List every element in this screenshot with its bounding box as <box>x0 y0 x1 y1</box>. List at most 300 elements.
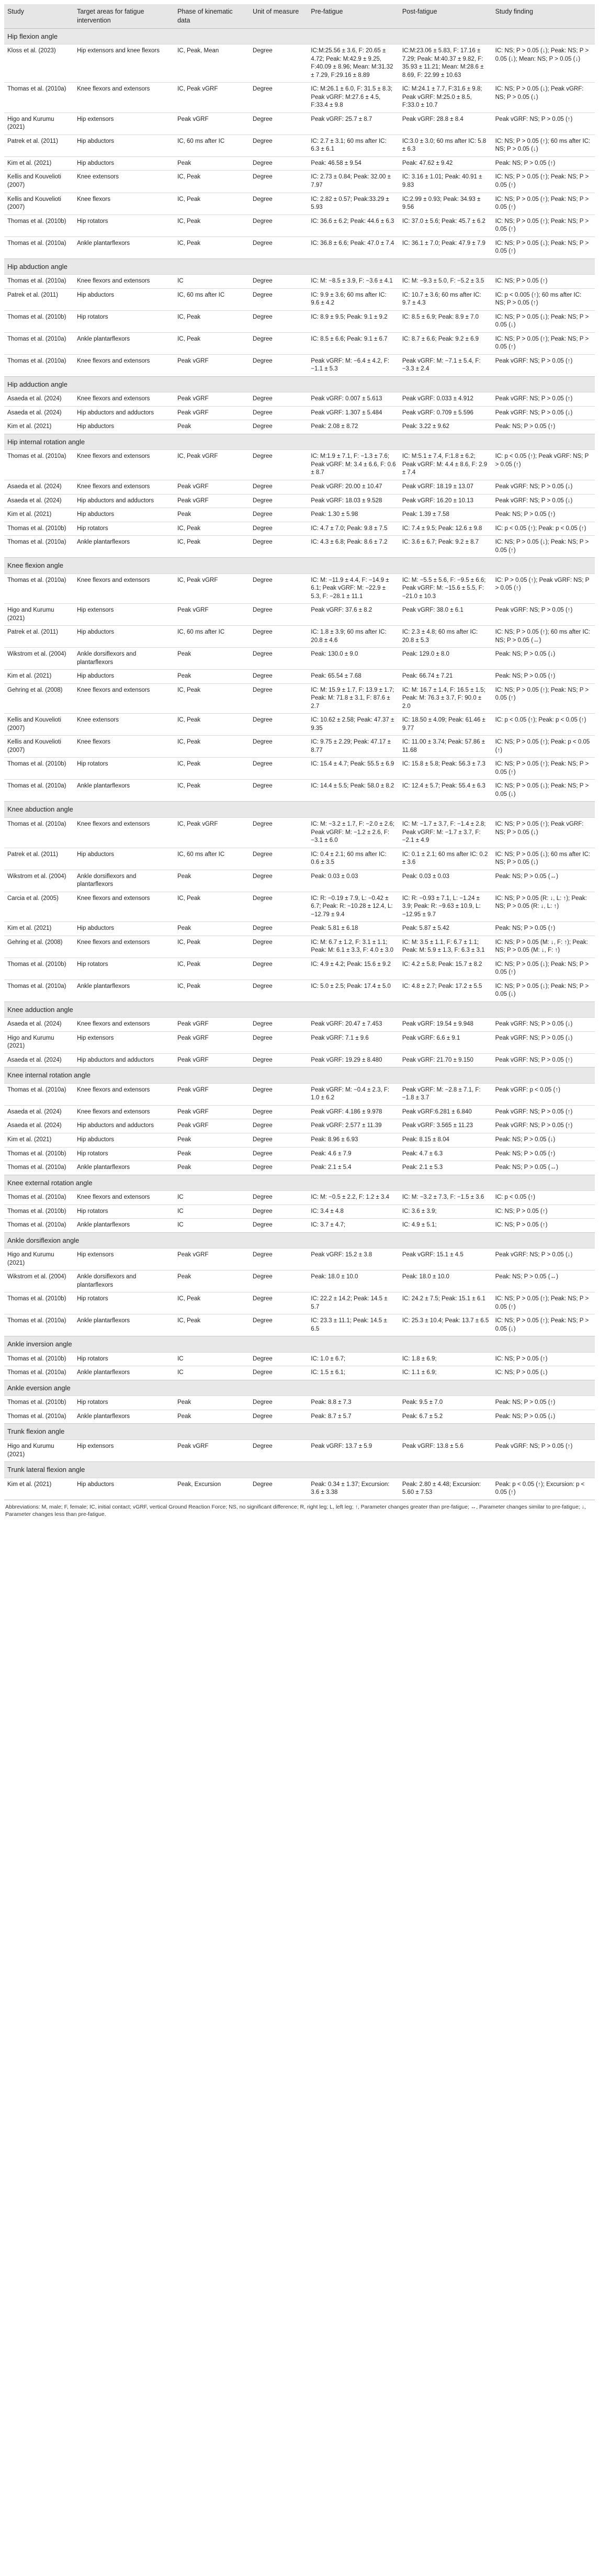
phase-cell: IC, Peak <box>174 936 250 958</box>
phase-cell: Peak vGRF <box>174 113 250 134</box>
unit-cell: Degree <box>250 1018 308 1032</box>
pre-fatigue-cell: Peak vGRF: 15.2 ± 3.8 <box>308 1248 399 1270</box>
pre-fatigue-cell: Peak: 8.96 ± 6.93 <box>308 1133 399 1147</box>
phase-cell: Peak vGRF <box>174 1248 250 1270</box>
unit-cell: Degree <box>250 936 308 958</box>
table-row <box>4 1105 595 1119</box>
finding-cell: IC: NS; P > 0.05 (↑) <box>492 1205 595 1219</box>
target-area-cell: Knee flexors and extensors <box>74 392 174 407</box>
phase-cell: IC, Peak <box>174 193 250 215</box>
target-area-cell: Hip rotators <box>74 1205 174 1219</box>
pre-fatigue-cell: IC: 2.73 ± 0.84; Peak: 32.00 ± 7.97 <box>308 171 399 193</box>
unit-cell: Degree <box>250 134 308 156</box>
phase-cell: IC, Peak <box>174 171 250 193</box>
table-row <box>4 310 595 332</box>
target-area-cell: Hip abductors and adductors <box>74 406 174 420</box>
target-area-cell: Knee extensors <box>74 171 174 193</box>
pre-fatigue-cell: IC: 8.5 ± 6.6; Peak: 9.1 ± 6.7 <box>308 332 399 354</box>
target-area-cell: Knee flexors and extensors <box>74 1191 174 1205</box>
study-cell: Thomas et al. (2010a) <box>4 1219 74 1233</box>
phase-cell: IC, Peak <box>174 892 250 922</box>
finding-cell: Peak vGRF: NS; P > 0.05 (↑) <box>492 1053 595 1067</box>
phase-cell: Peak <box>174 870 250 892</box>
study-cell: Thomas et al. (2010b) <box>4 1352 74 1366</box>
unit-cell: Degree <box>250 1031 308 1053</box>
phase-cell: Peak vGRF <box>174 1440 250 1462</box>
study-cell: Higo and Kurumu (2021) <box>4 1248 74 1270</box>
unit-cell: Degree <box>250 310 308 332</box>
post-fatigue-cell: Peak vGRF: 18.19 ± 13.07 <box>399 480 492 494</box>
target-area-cell: Hip abductors and adductors <box>74 494 174 508</box>
table-row <box>4 818 595 848</box>
post-fatigue-cell: IC: 15.8 ± 5.8; Peak: 56.3 ± 7.3 <box>399 758 492 780</box>
section-header-row <box>4 1067 595 1084</box>
pre-fatigue-cell: IC: M: −8.5 ± 3.9, F: −3.6 ± 4.1 <box>308 275 399 289</box>
target-area-cell: Ankle plantarflexors <box>74 1366 174 1380</box>
section-header-row <box>4 1175 595 1191</box>
table-row <box>4 134 595 156</box>
unit-cell: Degree <box>250 1053 308 1067</box>
post-fatigue-cell: Peak: 47.62 ± 9.42 <box>399 156 492 171</box>
section-header-row <box>4 376 595 392</box>
table-row <box>4 670 595 684</box>
table-row <box>4 522 595 536</box>
study-cell: Asaeda et al. (2024) <box>4 494 74 508</box>
study-cell: Thomas et al. (2010a) <box>4 83 74 113</box>
table-row <box>4 237 595 258</box>
pre-fatigue-cell: IC: M: −3.2 ± 1.7, F: −2.0 ± 2.6; Peak vGRF: M: −1.2 ± 2.6, F: −3.1 ± 6.0 <box>308 818 399 848</box>
table-row <box>4 1478 595 1500</box>
target-area-cell: Ankle plantarflexors <box>74 237 174 258</box>
post-fatigue-cell: IC: M: −5.5 ± 5.6, F: −9.5 ± 6.6; Peak vGRF: M: −15.6 ± 5.5, F: −21.0 ± 10.3 <box>399 573 492 604</box>
pre-fatigue-cell: IC: 36.8 ± 6.6; Peak: 47.0 ± 7.4 <box>308 237 399 258</box>
post-fatigue-cell: IC: 10.7 ± 3.6; 60 ms after IC: 9.7 ± 4.3 <box>399 288 492 310</box>
pre-fatigue-cell: Peak vGRF: 18.03 ± 9.528 <box>308 494 399 508</box>
finding-cell: IC: p < 0.05 (↑) <box>492 1191 595 1205</box>
study-cell: Patrek et al. (2011) <box>4 626 74 648</box>
finding-cell: IC: NS; P > 0.05 (↑); 60 ms after IC: NS; P > 0.05 (↓) <box>492 134 595 156</box>
unit-cell: Degree <box>250 573 308 604</box>
post-fatigue-cell: Peak vGRF:6.281 ± 6.840 <box>399 1105 492 1119</box>
unit-cell: Degree <box>250 1410 308 1424</box>
target-area-cell: Knee flexors and extensors <box>74 818 174 848</box>
section-title: Hip flexion angle <box>4 28 595 44</box>
pre-fatigue-cell: IC: 2.7 ± 3.1; 60 ms after IC: 6.3 ± 6.1 <box>308 134 399 156</box>
phase-cell: Peak vGRF <box>174 1031 250 1053</box>
target-area-cell: Knee flexors and extensors <box>74 354 174 376</box>
table-row <box>4 1248 595 1270</box>
table-row <box>4 332 595 354</box>
finding-cell: IC: p < 0.05 (↑); Peak vGRF: NS; P > 0.05 (↑) <box>492 450 595 480</box>
post-fatigue-cell: IC: M: 16.7 ± 1.4, F: 16.5 ± 1.5; Peak: M: 76.3 ± 3.7, F: 90.0 ± 2.0 <box>399 683 492 714</box>
section-title: Knee external rotation angle <box>4 1175 595 1191</box>
unit-cell: Degree <box>250 1248 308 1270</box>
section-header-row <box>4 1336 595 1353</box>
finding-cell: IC: NS; P > 0.05 (↑); Peak: NS; P > 0.05 (↑) <box>492 683 595 714</box>
study-cell: Thomas et al. (2010a) <box>4 1191 74 1205</box>
finding-cell: IC: NS; P > 0.05 (↑) <box>492 1219 595 1233</box>
target-area-cell: Hip rotators <box>74 1352 174 1366</box>
header-study-finding: Study finding <box>492 4 595 28</box>
unit-cell: Degree <box>250 392 308 407</box>
finding-cell: Peak: NS; P > 0.05 (↔) <box>492 870 595 892</box>
pre-fatigue-cell: IC: 0.4 ± 2.1; 60 ms after IC: 0.6 ± 3.5 <box>308 848 399 870</box>
study-cell: Thomas et al. (2010b) <box>4 1147 74 1161</box>
finding-cell: IC: p < 0.005 (↑); 60 ms after IC: NS; P > 0.05 (↑) <box>492 288 595 310</box>
study-cell: Kellis and Kouvelioti (2007) <box>4 736 74 758</box>
table-row <box>4 113 595 134</box>
post-fatigue-cell: Peak: 2.80 ± 4.48; Excursion: 5.60 ± 7.53 <box>399 1478 492 1500</box>
phase-cell: IC, Peak <box>174 958 250 980</box>
post-fatigue-cell: Peak: 8.15 ± 8.04 <box>399 1133 492 1147</box>
pre-fatigue-cell: IC: 1.8 ± 3.9; 60 ms after IC: 20.8 ± 4.6 <box>308 626 399 648</box>
unit-cell: Degree <box>250 420 308 434</box>
section-title: Knee abduction angle <box>4 802 595 818</box>
pre-fatigue-cell: Peak vGRF: M: −6.4 ± 4.2, F: −1.1 ± 5.3 <box>308 354 399 376</box>
finding-cell: IC: NS; P > 0.05 (R: ↓, L: ↑); Peak: NS; P > 0.05 (R: ↓, L: ↑) <box>492 892 595 922</box>
table-row <box>4 892 595 922</box>
target-area-cell: Hip extensors <box>74 604 174 626</box>
pre-fatigue-cell: IC: R: −0.19 ± 7.9, L: −0.42 ± 6.7; Peak: R: −10.28 ± 12.4, L: −12.79 ± 9.4 <box>308 892 399 922</box>
target-area-cell: Hip abductors and adductors <box>74 1053 174 1067</box>
phase-cell: IC, Peak <box>174 980 250 1002</box>
finding-cell: Peak vGRF: p < 0.05 (↑) <box>492 1083 595 1105</box>
target-area-cell: Hip abductors <box>74 134 174 156</box>
finding-cell: Peak vGRF: NS; P > 0.05 (↑) <box>492 604 595 626</box>
post-fatigue-cell: IC:2.99 ± 0.93; Peak: 34.93 ± 9.56 <box>399 193 492 215</box>
finding-cell: Peak: NS; P > 0.05 (↑) <box>492 1147 595 1161</box>
pre-fatigue-cell: IC: 22.2 ± 14.2; Peak: 14.5 ± 5.7 <box>308 1292 399 1314</box>
phase-cell: Peak <box>174 648 250 670</box>
finding-cell: Peak vGRF: NS; P > 0.05 (↑) <box>492 1119 595 1133</box>
target-area-cell: Knee flexors and extensors <box>74 1018 174 1032</box>
target-area-cell: Hip abductors <box>74 922 174 936</box>
finding-cell: Peak: NS; P > 0.05 (↑) <box>492 1396 595 1410</box>
study-cell: Thomas et al. (2010a) <box>4 275 74 289</box>
unit-cell: Degree <box>250 670 308 684</box>
pre-fatigue-cell: IC: 4.3 ± 6.8; Peak: 8.6 ± 7.2 <box>308 536 399 558</box>
phase-cell: Peak, Excursion <box>174 1478 250 1500</box>
target-area-cell: Hip extensors <box>74 1031 174 1053</box>
unit-cell: Degree <box>250 818 308 848</box>
unit-cell: Degree <box>250 1366 308 1380</box>
header-unit: Unit of measure <box>250 4 308 28</box>
study-cell: Asaeda et al. (2024) <box>4 406 74 420</box>
unit-cell: Degree <box>250 648 308 670</box>
phase-cell: Peak vGRF <box>174 1018 250 1032</box>
unit-cell: Degree <box>250 288 308 310</box>
study-cell: Patrek et al. (2011) <box>4 848 74 870</box>
post-fatigue-cell: Peak vGRF: 0.709 ± 5.596 <box>399 406 492 420</box>
study-cell: Kim et al. (2021) <box>4 1133 74 1147</box>
section-title: Hip internal rotation angle <box>4 434 595 450</box>
post-fatigue-cell: Peak vGRF: 3.565 ± 11.23 <box>399 1119 492 1133</box>
post-fatigue-cell: IC:3.0 ± 3.0; 60 ms after IC: 5.8 ± 6.3 <box>399 134 492 156</box>
study-cell: Asaeda et al. (2024) <box>4 392 74 407</box>
phase-cell: IC, Peak <box>174 683 250 714</box>
pre-fatigue-cell: IC: 9.75 ± 2.29; Peak: 47.17 ± 8.77 <box>308 736 399 758</box>
table-row <box>4 83 595 113</box>
unit-cell: Degree <box>250 44 308 83</box>
section-header-row <box>4 1002 595 1018</box>
finding-cell: Peak vGRF: NS; P > 0.05 (↑) <box>492 113 595 134</box>
pre-fatigue-cell: Peak: 2.08 ± 8.72 <box>308 420 399 434</box>
finding-cell: Peak: NS; P > 0.05 (↑) <box>492 156 595 171</box>
phase-cell: IC, 60 ms after IC <box>174 626 250 648</box>
pre-fatigue-cell: Peak vGRF: 13.7 ± 5.9 <box>308 1440 399 1462</box>
phase-cell: Peak vGRF <box>174 480 250 494</box>
post-fatigue-cell: IC: 4.2 ± 5.8; Peak: 15.7 ± 8.2 <box>399 958 492 980</box>
unit-cell: Degree <box>250 626 308 648</box>
table-row <box>4 494 595 508</box>
target-area-cell: Ankle plantarflexors <box>74 980 174 1002</box>
table-row <box>4 1366 595 1380</box>
study-cell: Thomas et al. (2010a) <box>4 1410 74 1424</box>
study-cell: Kim et al. (2021) <box>4 1478 74 1500</box>
phase-cell: IC, Peak <box>174 536 250 558</box>
pre-fatigue-cell: IC: 8.9 ± 9.5; Peak: 9.1 ± 9.2 <box>308 310 399 332</box>
target-area-cell: Hip rotators <box>74 1147 174 1161</box>
post-fatigue-cell: Peak vGRF: 28.8 ± 8.4 <box>399 113 492 134</box>
phase-cell: Peak <box>174 1410 250 1424</box>
phase-cell: IC, 60 ms after IC <box>174 134 250 156</box>
section-title: Ankle eversion angle <box>4 1380 595 1396</box>
post-fatigue-cell: Peak: 0.03 ± 0.03 <box>399 870 492 892</box>
phase-cell: Peak <box>174 508 250 522</box>
phase-cell: IC <box>174 1191 250 1205</box>
phase-cell: IC, Peak, Mean <box>174 44 250 83</box>
post-fatigue-cell: Peak vGRF: M: −7.1 ± 5.4, F: −3.3 ± 2.4 <box>399 354 492 376</box>
post-fatigue-cell: Peak vGRF: 19.54 ± 9.948 <box>399 1018 492 1032</box>
unit-cell: Degree <box>250 275 308 289</box>
unit-cell: Degree <box>250 1191 308 1205</box>
table-row <box>4 1018 595 1032</box>
study-cell: Thomas et al. (2010a) <box>4 450 74 480</box>
post-fatigue-cell: Peak: 4.7 ± 6.3 <box>399 1147 492 1161</box>
target-area-cell: Knee flexors and extensors <box>74 275 174 289</box>
post-fatigue-cell: IC: 37.0 ± 5.6; Peak: 45.7 ± 6.2 <box>399 215 492 237</box>
target-area-cell: Knee flexors and extensors <box>74 480 174 494</box>
finding-cell: Peak vGRF: NS; P > 0.05 (↓) <box>492 406 595 420</box>
section-title: Knee flexion angle <box>4 558 595 574</box>
study-cell: Thomas et al. (2010a) <box>4 237 74 258</box>
table-container <box>4 4 595 1520</box>
table-row <box>4 275 595 289</box>
finding-cell: IC: NS; P > 0.05 (↑); 60 ms after IC: NS; P > 0.05 (↔) <box>492 626 595 648</box>
pre-fatigue-cell: IC: 1.0 ± 6.7; <box>308 1352 399 1366</box>
pre-fatigue-cell: Peak vGRF: 4.186 ± 9.978 <box>308 1105 399 1119</box>
study-cell: Higo and Kurumu (2021) <box>4 113 74 134</box>
finding-cell: IC: NS; P > 0.05 (↑); Peak vGRF: NS; P > 0.05 (↓) <box>492 818 595 848</box>
post-fatigue-cell: Peak: 1.39 ± 7.58 <box>399 508 492 522</box>
phase-cell: IC <box>174 1205 250 1219</box>
pre-fatigue-cell: Peak: 18.0 ± 10.0 <box>308 1270 399 1292</box>
study-cell: Wikstrom et al. (2004) <box>4 1270 74 1292</box>
unit-cell: Degree <box>250 848 308 870</box>
study-cell: Thomas et al. (2010a) <box>4 980 74 1002</box>
target-area-cell: Knee flexors and extensors <box>74 683 174 714</box>
post-fatigue-cell: Peak vGRF: 13.8 ± 5.6 <box>399 1440 492 1462</box>
pre-fatigue-cell: IC: M: −0.5 ± 2.2, F: 1.2 ± 3.4 <box>308 1191 399 1205</box>
target-area-cell: Ankle plantarflexors <box>74 1314 174 1336</box>
pre-fatigue-cell: Peak: 46.58 ± 9.54 <box>308 156 399 171</box>
phase-cell: IC, Peak <box>174 237 250 258</box>
finding-cell: Peak vGRF: NS; P > 0.05 (↑) <box>492 1440 595 1462</box>
finding-cell: IC: NS; P > 0.05 (↓); Peak vGRF: NS; P > 0.05 (↓) <box>492 83 595 113</box>
unit-cell: Degree <box>250 494 308 508</box>
table-row <box>4 1083 595 1105</box>
unit-cell: Degree <box>250 1270 308 1292</box>
unit-cell: Degree <box>250 237 308 258</box>
table-row <box>4 1191 595 1205</box>
finding-cell: IC: NS; P > 0.05 (↓); Peak: NS; P > 0.05 (↓) <box>492 310 595 332</box>
table-row <box>4 958 595 980</box>
pre-fatigue-cell: IC: 10.62 ± 2.58; Peak: 47.37 ± 9.35 <box>308 714 399 736</box>
finding-cell: IC: NS; P > 0.05 (↑); Peak: p < 0.05 (↑) <box>492 736 595 758</box>
finding-cell: Peak: NS; P > 0.05 (↑) <box>492 420 595 434</box>
target-area-cell: Hip rotators <box>74 215 174 237</box>
post-fatigue-cell: IC: M:5.1 ± 7.4, F:1.8 ± 6.2; Peak vGRF: M: 4.4 ± 8.6, F: 2.9 ± 7.4 <box>399 450 492 480</box>
phase-cell: IC, Peak <box>174 758 250 780</box>
section-header-row <box>4 1424 595 1440</box>
study-cell: Thomas et al. (2010b) <box>4 958 74 980</box>
study-cell: Thomas et al. (2010a) <box>4 780 74 802</box>
study-cell: Higo and Kurumu (2021) <box>4 1440 74 1462</box>
pre-fatigue-cell: IC: 14.4 ± 5.5; Peak: 58.0 ± 8.2 <box>308 780 399 802</box>
unit-cell: Degree <box>250 736 308 758</box>
table-row <box>4 171 595 193</box>
unit-cell: Degree <box>250 480 308 494</box>
finding-cell: IC: NS; P > 0.05 (↓) <box>492 1366 595 1380</box>
table-row <box>4 1352 595 1366</box>
finding-cell: IC: NS; P > 0.05 (M: ↓, F: ↑); Peak: NS; P > 0.05 (M: ↓, F: ↑) <box>492 936 595 958</box>
unit-cell: Degree <box>250 1292 308 1314</box>
pre-fatigue-cell: IC: 4.9 ± 4.2; Peak: 15.6 ± 9.2 <box>308 958 399 980</box>
study-cell: Kellis and Kouvelioti (2007) <box>4 714 74 736</box>
target-area-cell: Knee flexors and extensors <box>74 892 174 922</box>
post-fatigue-cell: IC: 0.1 ± 2.1; 60 ms after IC: 0.2 ± 3.6 <box>399 848 492 870</box>
unit-cell: Degree <box>250 1205 308 1219</box>
unit-cell: Degree <box>250 354 308 376</box>
table-body <box>4 28 595 1499</box>
table-row <box>4 1410 595 1424</box>
unit-cell: Degree <box>250 215 308 237</box>
post-fatigue-cell: Peak: 9.5 ± 7.0 <box>399 1396 492 1410</box>
table-row <box>4 480 595 494</box>
phase-cell: Peak vGRF <box>174 392 250 407</box>
finding-cell: IC: NS; P > 0.05 (↑) <box>492 275 595 289</box>
pre-fatigue-cell: IC: 1.5 ± 6.1; <box>308 1366 399 1380</box>
unit-cell: Degree <box>250 1147 308 1161</box>
finding-cell: Peak vGRF: NS; P > 0.05 (↑) <box>492 392 595 407</box>
unit-cell: Degree <box>250 171 308 193</box>
phase-cell: IC <box>174 1352 250 1366</box>
table-row <box>4 573 595 604</box>
post-fatigue-cell: Peak vGRF: 0.033 ± 4.912 <box>399 392 492 407</box>
target-area-cell: Hip rotators <box>74 522 174 536</box>
post-fatigue-cell: Peak vGRF: M: −2.8 ± 7.1, F: −1.8 ± 3.7 <box>399 1083 492 1105</box>
post-fatigue-cell: IC: 24.2 ± 7.5; Peak: 15.1 ± 6.1 <box>399 1292 492 1314</box>
target-area-cell: Knee flexors <box>74 193 174 215</box>
finding-cell: IC: NS; P > 0.05 (↑); Peak: NS; P > 0.05 (↑) <box>492 1292 595 1314</box>
target-area-cell: Ankle plantarflexors <box>74 780 174 802</box>
table-row <box>4 1440 595 1462</box>
phase-cell: Peak <box>174 420 250 434</box>
unit-cell: Degree <box>250 892 308 922</box>
phase-cell: IC, Peak vGRF <box>174 573 250 604</box>
table-footnote: Abbreviations: M, male; F, female; IC, initial contact; vGRF, vertical Ground Reaction Force; NS, no significant difference; R, right leg; L, left leg; ↑, Parameter changes greater than pre-fatigue; ↔, Parameter changes similar to pre-fatigue; ↓, Parameter changes less than pre-fatigue. <box>4 1500 595 1520</box>
pre-fatigue-cell: Peak vGRF: 1.307 ± 5.484 <box>308 406 399 420</box>
pre-fatigue-cell: IC: 3.7 ± 4.7; <box>308 1219 399 1233</box>
target-area-cell: Hip rotators <box>74 758 174 780</box>
pre-fatigue-cell: IC: M:26.1 ± 6.0, F: 31.5 ± 8.3; Peak vGRF: M:27.6 ± 4.5, F:33.4 ± 9.8 <box>308 83 399 113</box>
study-cell: Asaeda et al. (2024) <box>4 1053 74 1067</box>
post-fatigue-cell: Peak: 3.22 ± 9.62 <box>399 420 492 434</box>
unit-cell: Degree <box>250 1396 308 1410</box>
unit-cell: Degree <box>250 1352 308 1366</box>
table-row <box>4 288 595 310</box>
target-area-cell: Hip extensors <box>74 1440 174 1462</box>
study-cell: Thomas et al. (2010b) <box>4 310 74 332</box>
finding-cell: IC: NS; P > 0.05 (↓); Peak: NS; P > 0.05 (↓) <box>492 980 595 1002</box>
pre-fatigue-cell: Peak vGRF: 20.00 ± 10.47 <box>308 480 399 494</box>
pre-fatigue-cell: Peak: 8.7 ± 5.7 <box>308 1410 399 1424</box>
pre-fatigue-cell: Peak vGRF: 19.29 ± 8.480 <box>308 1053 399 1067</box>
table-row <box>4 758 595 780</box>
table-row <box>4 406 595 420</box>
phase-cell: IC, Peak <box>174 215 250 237</box>
pre-fatigue-cell: IC: M:1.9 ± 7.1, F: −1.3 ± 7.6; Peak vGRF: M: 3.4 ± 6.6, F: 0.6 ± 8.7 <box>308 450 399 480</box>
table-row <box>4 604 595 626</box>
post-fatigue-cell: IC: 1.1 ± 6.9; <box>399 1366 492 1380</box>
study-cell: Patrek et al. (2011) <box>4 288 74 310</box>
post-fatigue-cell: Peak vGRF: 21.70 ± 9.150 <box>399 1053 492 1067</box>
pre-fatigue-cell: IC: M: −11.9 ± 4.4, F: −14.9 ± 6.1; Peak vGRF: M: −22.9 ± 5.3, F: −28.1 ± 11.1 <box>308 573 399 604</box>
post-fatigue-cell: IC: 7.4 ± 9.5; Peak: 12.6 ± 9.8 <box>399 522 492 536</box>
table-row <box>4 1205 595 1219</box>
post-fatigue-cell: IC: 18.50 ± 4.09; Peak: 61.46 ± 9.77 <box>399 714 492 736</box>
pre-fatigue-cell: Peak vGRF: 7.1 ± 9.6 <box>308 1031 399 1053</box>
unit-cell: Degree <box>250 1105 308 1119</box>
target-area-cell: Ankle plantarflexors <box>74 1161 174 1175</box>
study-cell: Kim et al. (2021) <box>4 420 74 434</box>
study-cell: Thomas et al. (2010b) <box>4 758 74 780</box>
pre-fatigue-cell: IC: 3.4 ± 4.8 <box>308 1205 399 1219</box>
phase-cell: IC <box>174 1366 250 1380</box>
study-cell: Thomas et al. (2010a) <box>4 354 74 376</box>
section-title: Ankle inversion angle <box>4 1336 595 1353</box>
post-fatigue-cell: Peak vGRF: 16.20 ± 10.13 <box>399 494 492 508</box>
finding-cell: Peak: NS; P > 0.05 (↓) <box>492 1410 595 1424</box>
unit-cell: Degree <box>250 1219 308 1233</box>
study-cell: Asaeda et al. (2024) <box>4 1119 74 1133</box>
section-header-row <box>4 558 595 574</box>
post-fatigue-cell: Peak vGRF: 6.6 ± 9.1 <box>399 1031 492 1053</box>
table-row <box>4 1396 595 1410</box>
post-fatigue-cell: IC: 25.3 ± 10.4; Peak: 13.7 ± 6.5 <box>399 1314 492 1336</box>
phase-cell: Peak <box>174 1133 250 1147</box>
target-area-cell: Ankle plantarflexors <box>74 536 174 558</box>
phase-cell: IC, Peak <box>174 522 250 536</box>
phase-cell: IC <box>174 275 250 289</box>
unit-cell: Degree <box>250 980 308 1002</box>
pre-fatigue-cell: Peak: 0.03 ± 0.03 <box>308 870 399 892</box>
unit-cell: Degree <box>250 922 308 936</box>
finding-cell: Peak: NS; P > 0.05 (↑) <box>492 508 595 522</box>
target-area-cell: Knee flexors and extensors <box>74 573 174 604</box>
study-cell: Thomas et al. (2010b) <box>4 215 74 237</box>
table-row <box>4 44 595 83</box>
